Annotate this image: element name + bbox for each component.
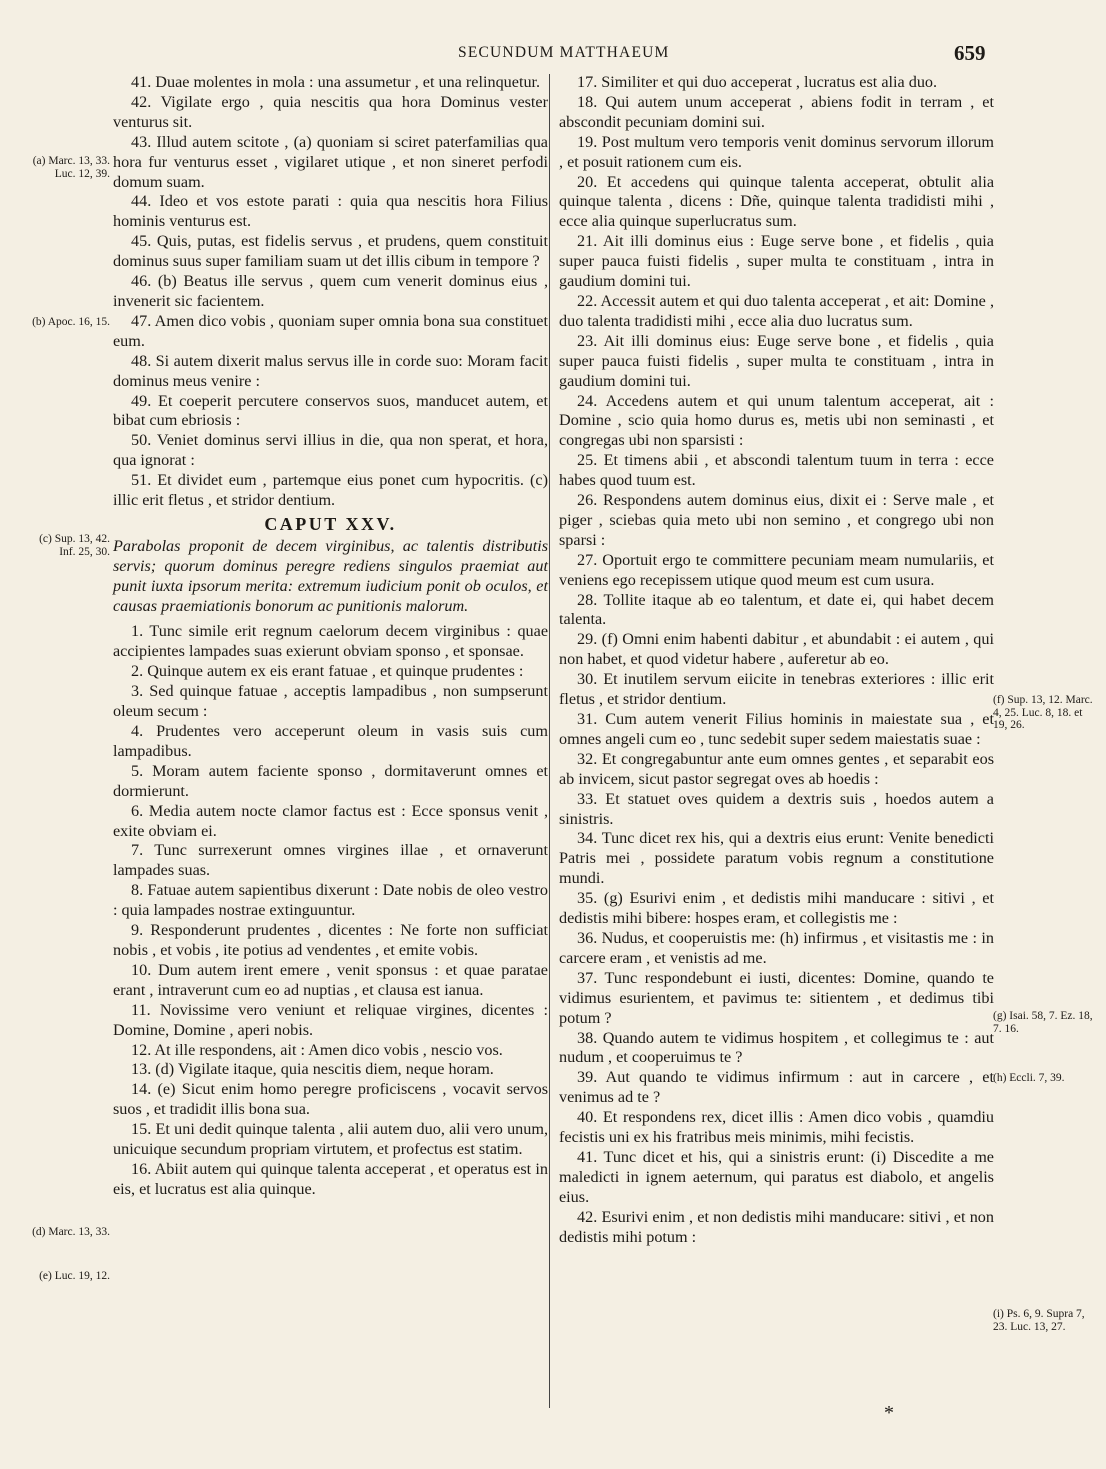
verse: 36. Nudus, et cooperuistis me: (h) infirmus , et visitastis me : in carcere eram , et venistis ad me. xyxy=(559,928,994,967)
verse: 50. Veniet dominus servi illius in die, qua non sperat, et hora, qua ignorat : xyxy=(113,431,548,470)
verse: 48. Si autem dixerit malus servus ille in corde suo: Moram facit dominus meus venire : xyxy=(113,351,548,390)
footer-asterisk: * xyxy=(884,1402,894,1424)
verse: 45. Quis, putas, est fidelis servus , et prudens, quem constituit dominus suus super familiam suam ut det illis cibum in tempore ? xyxy=(113,232,548,271)
verse: 46. (b) Beatus ille servus , quem cum venerit dominus eius , invenerit sic facientem. xyxy=(113,272,548,310)
verse: 17. Similiter et qui duo acceperat , lucratus est alia duo. xyxy=(577,73,938,91)
running-head xyxy=(0,41,1106,68)
verse: 14. (e) Sicut enim homo peregre proficiscens , vocavit servos suos , et tradidit illis bona sua. xyxy=(113,1080,548,1119)
verse: 11. Novissime vero veniunt et reliquae virgines, dicentes : Domine, Domine , aperi nobis. xyxy=(113,1000,548,1039)
verse: 12. At ille respondens, ait : Amen dico vobis , nescio vos. xyxy=(131,1040,503,1059)
margin-note-c: (c) Sup. 13, 42. Inf. 25, 30. xyxy=(39,533,110,558)
verse: 16. Abiit autem qui quinque talenta acceperat , et operatus est in eis, et lucratus est alia quinque. xyxy=(113,1159,548,1198)
right-column xyxy=(559,73,994,1247)
chapter-title: CAPUT XXV. xyxy=(264,513,397,534)
verse: 21. Ait illi dominus eius : Euge serve bone , et fidelis , quia super pauca fuisti fidelis , super multa te constituam , intra in gaudium domini tui. xyxy=(559,232,994,291)
verse: 37. Tunc respondebunt ei iusti, dicentes: Domine, quando te vidimus esurientem, et pavimus te: sitientem , et dedimus tibi potum ? xyxy=(559,968,994,1027)
verse: 31. Cum autem venerit Filius hominis in maiestate sua , et omnes angeli cum eo , tunc sedebit super sedem maiestatis suae : xyxy=(559,710,994,748)
margin-note-i: (i) Ps. 6, 9. Supra 7, 23. Luc. 13, 27. xyxy=(993,1308,1085,1333)
verse: 42. Vigilate ergo , quia nescitis qua hora Dominus vester venturus sit. xyxy=(113,92,548,131)
left-column xyxy=(113,73,548,1200)
verse: 1. Tunc simile erit regnum caelorum decem virginibus : quae accipientes lampades suas exierunt obviam sponso , et sponsae. xyxy=(113,622,548,661)
margin-note-f: (f) Sup. 13, 12. Marc. 4, 25. Luc. 8, 18. et 19, 26. xyxy=(993,694,1093,731)
verse: 38. Quando autem te vidimus hospitem , et collegimus te : aut nudum , et cooperuimus te ? xyxy=(559,1028,994,1067)
verse: 5. Moram autem faciente sponso , dormitaverunt omnes et dormierunt. xyxy=(113,761,548,800)
verse: 18. Qui autem unum acceperat , abiens fodit in terram , et abscondit pecuniam domini sui. xyxy=(559,92,994,131)
verse: 34. Tunc dicet rex his, qui a dextris eius erunt: Venite benedicti Patris mei , possidete paratum vobis regnum a constitutione mundi. xyxy=(559,829,994,888)
verse: 33. Et statuet oves quidem a dextris suis , hoedos autem a sinistris. xyxy=(559,789,994,828)
verse: 39. Aut quando te vidimus infirmum : aut in carcere , et venimus ad te ? xyxy=(559,1068,994,1107)
verse: 22. Accessit autem et qui duo talenta acceperat , et ait: Domine , duo talenta tradidisti mihi , ecce alia duo lucratus sum. xyxy=(559,291,994,330)
margin-note-g: (g) Isai. 58, 7. Ez. 18, 7. 16. xyxy=(993,1010,1093,1035)
verse: 7. Tunc surrexerunt omnes virgines illae , et ornaverunt lampades suas. xyxy=(113,841,548,880)
verse: 8. Fatuae autem sapientibus dixerunt : Date nobis de oleo vestro : quia lampades nostrae extinguuntur. xyxy=(113,881,548,920)
verse: 23. Ait illi dominus eius: Euge serve bone , et fidelis , quia super pauca fuisti fidelis , super multa te constituam , intra in gaudium domini tui. xyxy=(559,331,994,390)
verse: 40. Et respondens rex, dicet illis : Amen dico vobis , quamdiu fecistis uni ex his fratribus meis minimis, mihi fecistis. xyxy=(559,1108,994,1147)
verse: 32. Et congregabuntur ante eum omnes gentes , et separabit eos ab invicem, sicut pastor segregat oves ab hoedis : xyxy=(559,749,994,788)
running-head-title: SECUNDUM MATTHAEUM xyxy=(458,44,670,61)
verse: 3. Sed quinque fatuae , acceptis lampadibus , non sumpserunt oleum secum : xyxy=(113,682,548,721)
verse: 30. Et inutilem servum eiicite in tenebras exteriores : illic erit fletus , et stridor dentium. xyxy=(559,670,994,709)
verse: 15. Et uni dedit quinque talenta , alii autem duo, alii vero unum, unicuique secundum propriam virtutem, et profectus est statim. xyxy=(113,1120,548,1159)
verse: 2. Quinque autem ex eis erant fatuae , et quinque prudentes : xyxy=(131,662,524,681)
verse: 41. Tunc dicet et his, qui a sinistris erunt: (i) Discedite a me maledicti in ignem aeternum, qui paratus est diabolo, et angelis eius. xyxy=(559,1147,994,1206)
verse: 41. Duae molentes in mola : una assumetur , et una relinquetur. xyxy=(131,73,541,91)
verse: 35. (g) Esurivi enim , et dedistis mihi manducare : sitivi , et dedistis mihi bibere: hospes eram, et collegistis me : xyxy=(559,889,994,928)
verse: 49. Et coeperit percutere conservos suos, manducet autem, et bibat cum ebriosis : xyxy=(113,391,548,430)
verse: 4. Prudentes vero acceperunt oleum in vasis suis cum lampadibus. xyxy=(113,722,548,760)
verse: 10. Dum autem irent emere , venit sponsus : et quae paratae erant , intraverunt cum eo ad nuptias , et clausa est ianua. xyxy=(113,960,548,999)
verse: 24. Accedens autem et qui unum talentum acceperat, ait : Domine , scio quia homo durus es, metis ubi non seminasti , et congregas ubi non sparsisti : xyxy=(559,391,994,450)
verse: 42. Esurivi enim , et non dedistis mihi manducare: sitivi , et non dedistis mihi potum : xyxy=(559,1207,994,1246)
verse: 51. Et dividet eum , partemque eius ponet cum hypocritis. (c) illic erit fletus , et stridor dentium. xyxy=(113,471,548,510)
margin-note-a: (a) Marc. 13, 33. Luc. 12, 39. xyxy=(32,155,110,180)
verse: 13. (d) Vigilate itaque, quia nescitis diem, neque horam. xyxy=(131,1060,494,1079)
verse: 19. Post multum vero temporis venit dominus servorum illorum , et posuit rationem cum eis. xyxy=(559,132,994,171)
page-number: 659 xyxy=(954,41,986,65)
verse: 28. Tollite itaque ab eo talentum, et date ei, qui habet decem talenta. xyxy=(559,590,994,629)
margin-note-d: (d) Marc. 13, 33. xyxy=(32,1226,110,1238)
verse: 26. Respondens autem dominus eius, dixit ei : Serve male , et piger , sciebas quia meto ubi non semino , et congrego ubi non sparsi : xyxy=(559,491,994,549)
verse: 9. Responderunt prudentes , dicentes : Ne forte non sufficiat nobis , et vobis , ite potius ad vendentes , et emite vobis. xyxy=(113,921,548,959)
chapter-summary: Parabolas proponit de decem virginibus, ac talentis distributis servis; quorum dominus peregre rediens singulos praemiat aut punit iuxta ipsorum merita: extremum iudicium ponit ob oculos, et causas praemiationis bonorum ac punitionis malorum. xyxy=(113,536,548,615)
verse: 29. (f) Omni enim habenti dabitur , et abundabit : ei autem , qui non habet, et quod videtur habere , auferetur ab eo. xyxy=(559,630,994,669)
verse: 44. Ideo et vos estote parati : quia qua nescitis hora Filius hominis venturus est. xyxy=(113,192,548,231)
verse: 25. Et timens abii , et abscondi talentum tuum in terra : ecce habes quod tuum est. xyxy=(559,451,994,490)
margin-note-b: (b) Apoc. 16, 15. xyxy=(32,316,110,328)
verse: 27. Oportuit ergo te committere pecuniam meam numulariis, et veniens ego recepissem utique quod meum est cum usura. xyxy=(559,550,994,589)
verse: 47. Amen dico vobis , quoniam super omnia bona sua constituet eum. xyxy=(113,311,548,350)
verse: 6. Media autem nocte clamor factus est : Ecce sponsus venit , exite obviam ei. xyxy=(113,801,548,840)
margin-note-e: (e) Luc. 19, 12. xyxy=(39,1270,110,1282)
verse: 43. Illud autem scitote , (a) quoniam si sciret paterfamilias qua hora fur venturus esset , vigilaret utique , et non sineret perfodi domum suam. xyxy=(113,132,548,191)
verse: 20. Et accedens qui quinque talenta acceperat, obtulit alia quinque talenta , dicens : Dñe, quinque talenta tradidisti mihi , ecce alia quinque superlucratus sum. xyxy=(559,172,994,231)
margin-note-h: (h) Eccli. 7, 39. xyxy=(993,1072,1065,1084)
column-divider xyxy=(549,74,550,1408)
